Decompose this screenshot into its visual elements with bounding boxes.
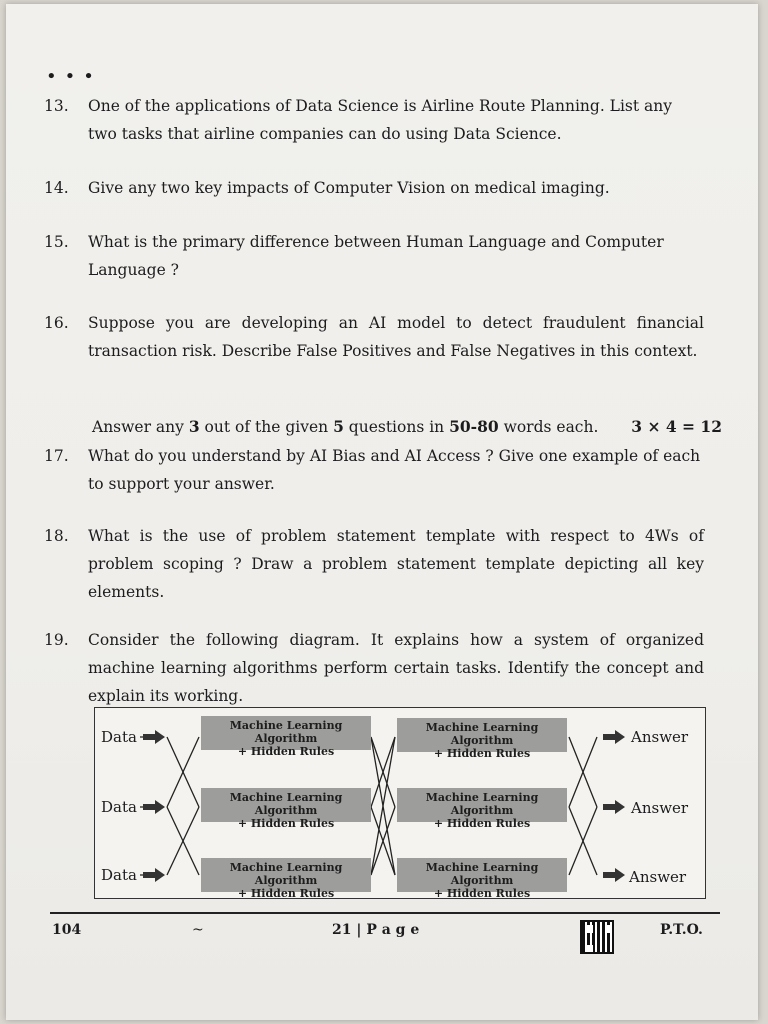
box-line-2: + Hidden Rules	[237, 745, 335, 758]
dots-decoration: •••	[46, 66, 102, 87]
question-text: Give any two key impacts of Computer Vision on medical imaging.	[88, 179, 610, 197]
instruction-words: 50-80	[449, 417, 499, 436]
question-text: Consider the following diagram. It explains how a system of organized machine learning algorithms perform certain tasks. Identify the concept and explain its working.	[88, 631, 704, 705]
question-number: 19.	[44, 631, 69, 649]
section-instruction	[92, 414, 722, 440]
instruction-post: words each.	[498, 418, 599, 436]
ml-algorithm-box	[397, 788, 567, 830]
box-line-2: + Hidden Rules	[433, 887, 531, 900]
question-number: 16.	[44, 314, 69, 332]
data-input-label: Data	[101, 728, 137, 746]
question-16	[44, 309, 704, 365]
question-number: 13.	[44, 97, 69, 115]
input-arrow-icon	[143, 868, 165, 882]
ml-algorithm-box	[201, 858, 371, 900]
box-line-2: + Hidden Rules	[433, 817, 531, 830]
input-arrow-icon	[143, 800, 165, 814]
output-arrow-icon	[603, 868, 625, 882]
ml-algorithm-box	[397, 718, 567, 760]
box-line-2: + Hidden Rules	[433, 747, 531, 760]
question-14	[44, 174, 704, 202]
box-line-1: Machine Learning Algorithm	[229, 719, 343, 745]
exam-page	[6, 4, 758, 1020]
question-text: Suppose you are developing an AI model to detect fraudulent financial transaction risk. Describe False Positives and False Negatives in this context.	[88, 314, 704, 360]
question-number: 18.	[44, 527, 69, 545]
instruction-mid: out of the given	[199, 418, 334, 436]
answer-output-label: Answer	[629, 868, 687, 886]
input-arrow-icon	[143, 730, 165, 744]
box-line-2: + Hidden Rules	[237, 887, 335, 900]
box-line-1: Machine Learning Algorithm	[425, 791, 539, 817]
question-number: 15.	[44, 233, 69, 251]
box-line-1: Machine Learning Algorithm	[229, 791, 343, 817]
ml-algorithm-box	[201, 788, 371, 830]
instruction-mid2: questions in	[343, 418, 450, 436]
output-arrow-icon	[603, 730, 625, 744]
question-number: 17.	[44, 447, 69, 465]
page-number: 21 | P a g e	[332, 922, 420, 938]
question-text: What is the primary difference between Human Language and Computer Language ?	[88, 233, 664, 279]
box-line-1: Machine Learning Algorithm	[229, 861, 343, 887]
please-turn-over: P.T.O.	[660, 922, 703, 938]
data-input-label: Data	[101, 798, 137, 816]
instruction-total: 5	[333, 417, 344, 436]
paper-code: 104	[52, 922, 82, 938]
question-18	[44, 522, 704, 606]
question-text: What do you understand by AI Bias and AI Access ? Give one example of each to support your answer.	[88, 447, 701, 493]
footer-tilde: ~	[192, 922, 204, 938]
instruction-pre: Answer any	[92, 418, 189, 436]
question-text: One of the applications of Data Science is Airline Route Planning. List any two tasks that airline companies can do using Data Science.	[88, 97, 673, 143]
qr-code-icon	[580, 920, 614, 954]
output-arrow-icon	[603, 800, 625, 814]
question-number: 14.	[44, 179, 69, 197]
question-text: What is the use of problem statement template with respect to 4Ws of problem scoping ? Draw a problem statement template depicting all key elements.	[88, 527, 704, 601]
box-line-1: Machine Learning Algorithm	[425, 721, 539, 747]
question-13	[44, 92, 704, 148]
section-marks: 3 × 4 = 12	[631, 417, 722, 436]
data-input-label: Data	[101, 866, 137, 884]
footer-rule	[50, 912, 720, 914]
question-19	[44, 626, 704, 710]
answer-output-label: Answer	[631, 728, 689, 746]
neural-network-diagram	[94, 707, 706, 899]
ml-algorithm-box	[201, 716, 371, 758]
box-line-1: Machine Learning Algorithm	[425, 861, 539, 887]
box-line-2: + Hidden Rules	[237, 817, 335, 830]
ml-algorithm-box	[397, 858, 567, 900]
instruction-count: 3	[188, 417, 200, 436]
answer-output-label: Answer	[631, 799, 689, 817]
question-17	[44, 442, 704, 498]
question-15	[44, 228, 704, 284]
